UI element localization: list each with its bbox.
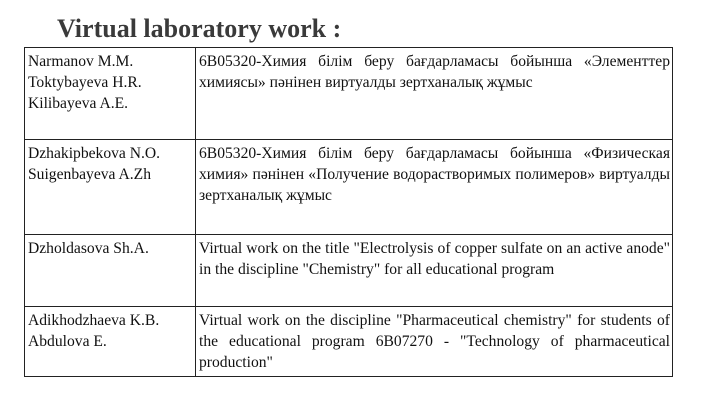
author-name: Toktybayeva H.R.: [28, 74, 142, 91]
table-row: [25, 235, 673, 307]
work-description: Virtual work on the title "Electrolysis of copper sulfate on an active anode" in the discipline "Chemistry" for all educational program: [196, 235, 673, 307]
work-description: 6B05320-Химия білім беру бағдарламасы бойынша «Элементтер химиясы» пәнінен виртуалды зертханалық жұмыс: [196, 48, 673, 140]
authors-cell: [25, 140, 196, 235]
author-name: Abdulova E.: [28, 333, 107, 350]
table-row: [25, 307, 673, 377]
table-row: [25, 140, 673, 235]
authors-cell: [25, 48, 196, 140]
author-name: Suigenbayeva A.Zh: [28, 166, 151, 183]
author-name: Dzhakipbekova N.O.: [28, 145, 161, 162]
work-description: Virtual work on the discipline "Pharmaceutical chemistry" for students of the educational program 6B07270 - "Technology of pharmaceutical production": [196, 307, 673, 377]
author-name: Adikhodzhaeva K.B.: [28, 312, 160, 329]
table-row: [25, 48, 673, 140]
work-description: 6B05320-Химия білім беру бағдарламасы бойынша «Физическая химия» пәнінен «Получение водорастворимых полимеров» виртуалды зертханалық жұмыс: [196, 140, 673, 235]
author-name: Kilibayeva A.E.: [28, 95, 129, 112]
authors-cell: [25, 307, 196, 377]
author-name: Dzholdasova Sh.A.: [28, 240, 149, 257]
author-name: Narmanov M.M.: [28, 53, 134, 70]
page-title: Virtual laboratory work :: [57, 14, 342, 43]
virtual-lab-works-table: [24, 47, 673, 377]
authors-cell: [25, 235, 196, 307]
